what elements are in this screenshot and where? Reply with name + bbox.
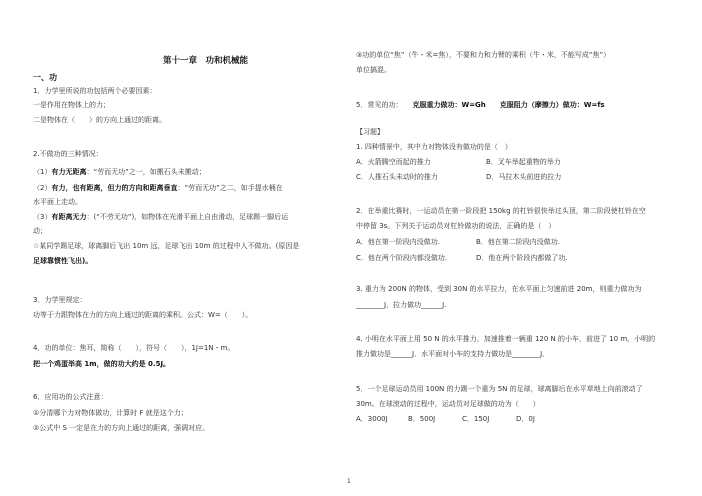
item-text: 5．常见的功：	[356, 101, 403, 109]
text-line: 水平面上走动。	[33, 198, 82, 206]
text-line: 2.不做功的三种情况：	[33, 150, 103, 158]
question-1: 1. 四种情景中，其中力对物体没有做功的是（ ）	[356, 143, 512, 151]
bold-term: 有力无距离	[51, 168, 87, 176]
question-5: 5．一个足球运动员用 100N 的力踢一个重为 5N 的足球，球离脚后在水平草地上向前滚动了	[356, 385, 643, 393]
item-number: （1）	[33, 168, 52, 176]
option-b: B．500J	[408, 415, 436, 423]
option-b: B．他在第二阶段内没做功.	[476, 238, 561, 246]
item-text: ：“劳而无功”之二，如手提水桶在	[177, 184, 283, 192]
section-heading-work: 一、功	[33, 73, 57, 82]
text-line: ③功的单位“焦”（牛・米=焦），不要和力和力臂的乘积（牛・米，不能写成“焦”）	[356, 51, 611, 59]
option-d: D．0J	[516, 415, 535, 423]
item-number: （3）	[33, 213, 52, 221]
bold-term: 有力，也有距离，但力的方向和距离垂直	[51, 184, 178, 192]
text-line: 6．应用功的公式注意：	[33, 393, 108, 401]
option-a: A．3000J	[356, 415, 388, 423]
option-c: C．人推石头未动时的推力	[356, 173, 438, 181]
text-line: 30m。在球滚动的过程中，运动员对足球做的功为（ ）	[356, 400, 540, 408]
formula-gravity: 克服重力做功：W=Gh	[412, 101, 486, 109]
exercise-heading: 【习题】	[356, 128, 384, 136]
text-line: 3．力学里规定：	[33, 296, 87, 304]
text-line: 4．功的单位：焦耳，简称（ ），符号（ ），1J=1N・m。	[33, 344, 235, 352]
text-line: 中停留 3s。下列关于运动员对杠铃做功的说法，正确的是（ ）	[356, 222, 556, 230]
option-a: A．他在第一阶段内没做功.	[356, 238, 441, 246]
text-line: 把一个鸡蛋举高 1m，做的功大约是 0.5J。	[33, 360, 171, 368]
text-line: 单位搞混。	[356, 66, 391, 74]
question-3: 3. 重力为 200N 的物体，受到 30N 的水平拉力，在水平面上匀速前进 20m，则重力做功为	[356, 285, 642, 293]
text-line: ☆某同学踢足球，球离脚后飞出 10m 远，足球飞出 10m 的过程中人不做功。(原因是	[33, 242, 300, 250]
text-line: ②公式中 S 一定是在力的方向上通过的距离，强调对应。	[33, 424, 210, 432]
text-line	[33, 213, 288, 222]
item-text: ：“劳而无功”之一，如搬石头未搬动；	[86, 168, 206, 176]
option-a: A．火箭腾空而起的推力	[356, 158, 431, 166]
item-text: ：(“不劳无功”)，如物体在光滑平面上自由滑动，足球踢一脚后运	[86, 213, 289, 221]
option-b: B．叉车举起重物的举力	[486, 158, 561, 166]
text-line: ①分清哪个力对物体做功，计算时 F 就是这个力；	[33, 409, 188, 417]
page-number: 1	[347, 478, 351, 485]
question-2: 2．在举重比赛时，一运动员在第一阶段把 150kg 的杠铃很快举过头顶，第二阶段使杠铃在空	[356, 207, 646, 215]
text-line: 足球靠惯性飞出)。	[33, 257, 93, 265]
option-d: D．马拉木头前进的拉力	[486, 173, 562, 181]
option-c: C．他在两个阶段内都没做功.	[356, 254, 448, 262]
text-line	[33, 168, 206, 177]
option-c: C．150J	[462, 415, 490, 423]
option-d: D．他在两个阶段内都做了功.	[476, 254, 568, 262]
item-number: （2）	[33, 184, 52, 192]
bold-term: 有距离无力	[51, 213, 87, 221]
text-line	[33, 184, 283, 193]
text-line: 功等于力跟物体在力的方向上通过的距离的乘积。公式：W=（ ）。	[33, 311, 253, 319]
chapter-title: 第十一章 功和机械能	[163, 56, 249, 66]
text-line: 二是物体在（ ）的方向上通过的距离。	[33, 116, 166, 124]
text-line	[356, 101, 605, 110]
text-line: 动；	[33, 227, 47, 235]
text-line: 一是作用在物体上的力；	[33, 101, 110, 109]
text-line: ________J，拉力做功______J.	[356, 301, 447, 309]
formula-friction: 克服阻力（摩擦力）做功：W=fs	[499, 101, 605, 109]
text-line: 1．力学里所说的功包括两个必要因素：	[33, 87, 157, 95]
text-line: 推力做功是______J．水平面对小车的支持力做功是________J．	[356, 350, 550, 358]
question-4: 4. 小明在水平面上用 50 N 的水平推力，加速推着一辆重 120 N 的小车，前进了 10 m，小明的	[356, 335, 656, 343]
